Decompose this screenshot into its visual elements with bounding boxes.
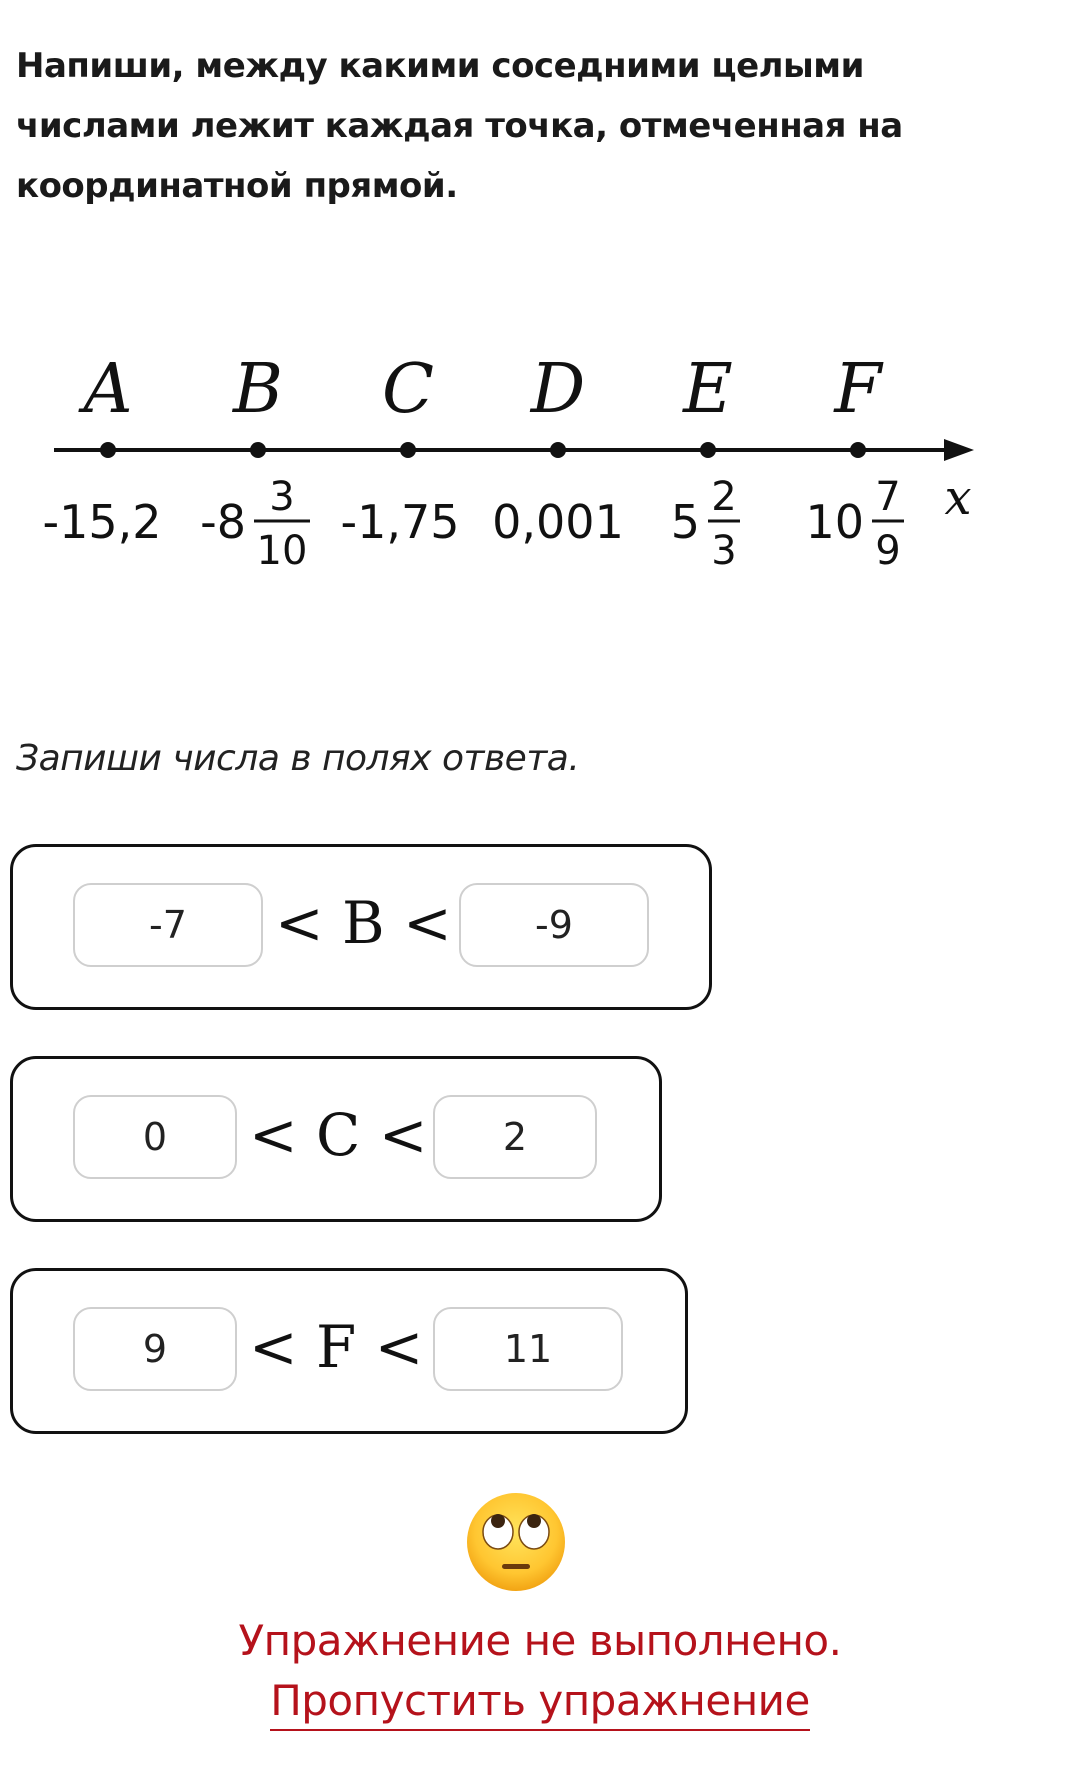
point-value-b-whole: -8: [200, 495, 246, 549]
point-value-c: -1,75: [340, 495, 460, 549]
upper-bound-input-f[interactable]: 11: [433, 1307, 623, 1391]
answer-card-f: [10, 1268, 688, 1434]
point-value-e-denominator: 3: [711, 528, 737, 574]
answer-card-b: [10, 844, 712, 1010]
lower-bound-input-b[interactable]: -7: [73, 883, 263, 967]
point-value-b-numerator: 3: [269, 474, 295, 520]
relation-label-c: < C <: [249, 1101, 428, 1169]
point-letter-b: B: [233, 350, 283, 429]
answer-card-c: [10, 1056, 662, 1222]
upper-bound-input-c[interactable]: 2: [433, 1095, 597, 1179]
point-value-f-whole: 10: [805, 495, 864, 549]
task-title: Напиши, между какими соседними целыми числами лежит каждая точка, отмеченная на координатной прямой.: [16, 46, 903, 206]
point-value-e: [671, 474, 740, 574]
point-dot-f: [850, 442, 866, 458]
relation-label-f: < F <: [249, 1313, 424, 1381]
face-with-rolling-eyes-icon: [464, 1490, 568, 1594]
axis-arrow-icon: [944, 439, 974, 461]
point-value-d: 0,001: [492, 495, 624, 549]
point-value-f: [805, 474, 904, 574]
point-value-f-numerator: 7: [875, 474, 901, 520]
point-letter-f: F: [834, 350, 882, 429]
number-line: [0, 320, 1080, 620]
point-letter-a: A: [83, 350, 133, 429]
point-letter-e: E: [683, 350, 733, 429]
lower-bound-input-f[interactable]: 9: [73, 1307, 237, 1391]
skip-exercise-link-text[interactable]: Пропустить упражнение: [270, 1676, 810, 1731]
point-dot-d: [550, 442, 566, 458]
point-value-e-numerator: 2: [711, 474, 737, 520]
upper-bound-input-b[interactable]: -9: [459, 883, 649, 967]
relation-label-b: < B <: [275, 889, 452, 957]
point-dot-b: [250, 442, 266, 458]
point-dot-e: [700, 442, 716, 458]
axis-label: x: [944, 470, 972, 526]
point-value-b-denominator: 10: [256, 528, 308, 574]
point-dot-a: [100, 442, 116, 458]
point-letter-c: C: [381, 350, 435, 429]
result-message: Упражнение не выполнено.: [238, 1616, 842, 1665]
instruction-text: Запиши числа в полях ответа.: [16, 738, 580, 779]
point-value-a: -15,2: [42, 495, 162, 549]
point-value-b: [200, 474, 310, 574]
point-letter-d: D: [530, 350, 586, 429]
skip-exercise-link[interactable]: [0, 1676, 1080, 1725]
point-value-e-whole: 5: [670, 495, 700, 549]
lower-bound-input-c[interactable]: 0: [73, 1095, 237, 1179]
point-dot-c: [400, 442, 416, 458]
point-value-f-denominator: 9: [875, 528, 901, 574]
